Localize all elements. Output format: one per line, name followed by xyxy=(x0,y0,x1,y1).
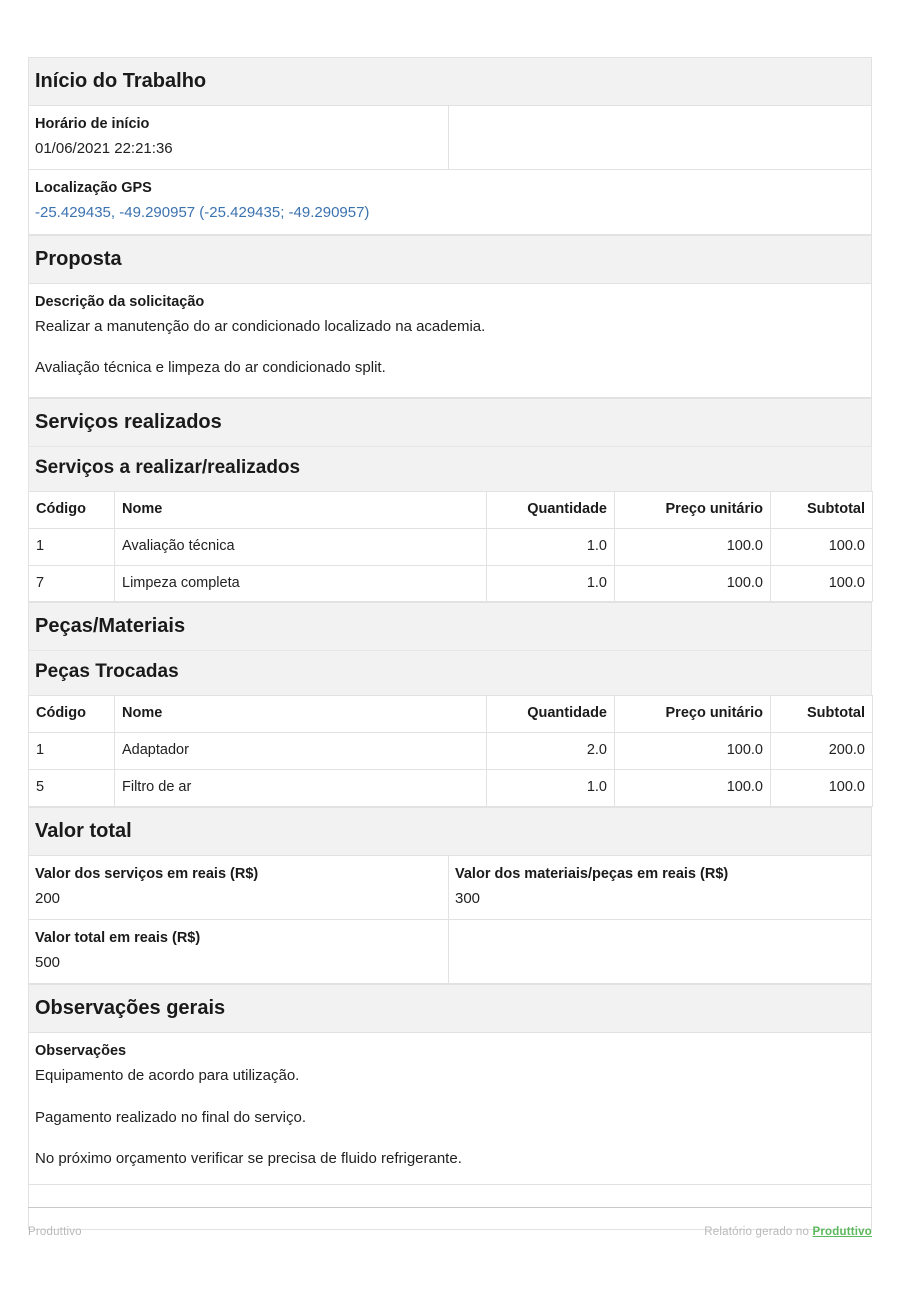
observacoes-paragraph-2: Pagamento realizado no final do serviço. xyxy=(35,1108,306,1126)
field-valor-dos-materiais xyxy=(449,856,871,919)
field-localizacao-gps xyxy=(29,170,871,233)
cell-nome: Avaliação técnica xyxy=(115,528,487,565)
field-label-valor-total: Valor total em reais (R$) xyxy=(35,929,201,946)
field-row-horario-de-inicio xyxy=(28,105,872,169)
cell-quantidade: 1.0 xyxy=(487,769,615,806)
cell-nome: Filtro de ar xyxy=(115,769,487,806)
section-header-pecas-materiais: Peças/Materiais xyxy=(28,602,872,650)
field-value-horario-de-inicio: 01/06/2021 22:21:36 xyxy=(35,140,173,158)
table-header-row xyxy=(29,696,873,733)
table-pecas xyxy=(28,695,873,807)
column-header-preco-unitario: Preço unitário xyxy=(615,696,771,733)
field-empty-cell-valor-total xyxy=(449,920,871,983)
field-value-descricao-da-solicitacao xyxy=(35,315,865,380)
subsection-header-servicos-a-realizar-realizados: Serviços a realizar/realizados xyxy=(28,446,872,491)
table-servicos-body xyxy=(29,528,873,602)
cell-codigo: 1 xyxy=(29,528,115,565)
table-header-row xyxy=(29,491,873,528)
field-label-descricao-da-solicitacao: Descrição da solicitação xyxy=(35,293,205,310)
cell-quantidade: 1.0 xyxy=(487,565,615,602)
section-header-valor-total: Valor total xyxy=(28,807,872,855)
field-value-valor-dos-servicos: 200 xyxy=(35,889,61,907)
cell-subtotal: 100.0 xyxy=(771,769,873,806)
cell-nome: Limpeza completa xyxy=(115,565,487,602)
cell-codigo: 7 xyxy=(29,565,115,602)
column-header-codigo: Código xyxy=(29,696,115,733)
cell-quantidade: 2.0 xyxy=(487,733,615,770)
gps-coordinates-link[interactable]: -25.429435, -49.290957 (-25.429435; -49.290957) xyxy=(35,204,370,222)
footer-generated-by-prefix: Relatório gerado no xyxy=(704,1226,813,1238)
field-row-observacoes xyxy=(28,1032,872,1184)
column-header-quantidade: Quantidade xyxy=(487,696,615,733)
cell-preco-unitario: 100.0 xyxy=(615,528,771,565)
field-value-valor-dos-materiais: 300 xyxy=(455,889,481,907)
observacoes-paragraph-3: No próximo orçamento verificar se precisa de fluido refrigerante. xyxy=(35,1149,462,1167)
field-valor-dos-servicos xyxy=(29,856,449,919)
footer-generated-by xyxy=(704,1226,872,1238)
field-value-valor-total: 500 xyxy=(35,953,61,971)
cell-subtotal: 200.0 xyxy=(771,733,873,770)
cell-preco-unitario: 100.0 xyxy=(615,733,771,770)
column-header-nome: Nome xyxy=(115,696,487,733)
field-label-observacoes: Observações xyxy=(35,1043,127,1060)
footer-produttivo-link[interactable]: Produttivo xyxy=(812,1226,872,1238)
field-label-valor-dos-materiais: Valor dos materiais/peças em reais (R$) xyxy=(455,865,729,882)
field-label-valor-dos-servicos: Valor dos serviços em reais (R$) xyxy=(35,865,259,882)
field-value-observacoes xyxy=(35,1064,865,1170)
observacoes-paragraph-1: Equipamento de acordo para utilização. xyxy=(35,1067,300,1085)
column-header-codigo: Código xyxy=(29,491,115,528)
column-header-subtotal: Subtotal xyxy=(771,491,873,528)
field-row-valor-total xyxy=(28,919,872,984)
section-header-inicio-do-trabalho: Início do Trabalho xyxy=(28,57,872,105)
subsection-header-pecas-trocadas: Peças Trocadas xyxy=(28,650,872,695)
cell-preco-unitario: 100.0 xyxy=(615,565,771,602)
cell-nome: Adaptador xyxy=(115,733,487,770)
page-footer xyxy=(28,1207,872,1238)
column-header-preco-unitario: Preço unitário xyxy=(615,491,771,528)
section-header-servicos-realizados: Serviços realizados xyxy=(28,398,872,446)
table-row xyxy=(29,565,873,602)
field-empty-cell-inicio xyxy=(449,106,871,169)
field-row-localizacao-gps xyxy=(28,169,872,234)
field-label-horario-de-inicio: Horário de início xyxy=(35,116,150,132)
descricao-paragraph-2: Avaliação técnica e limpeza do ar condicionado split. xyxy=(35,358,386,376)
column-header-quantidade: Quantidade xyxy=(487,491,615,528)
table-pecas-body xyxy=(29,733,873,807)
cell-subtotal: 100.0 xyxy=(771,528,873,565)
section-header-observacoes-gerais: Observações gerais xyxy=(28,984,872,1032)
cell-preco-unitario: 100.0 xyxy=(615,769,771,806)
field-horario-de-inicio xyxy=(29,106,449,169)
column-header-nome: Nome xyxy=(115,491,487,528)
table-pecas-head xyxy=(29,696,873,733)
section-header-proposta: Proposta xyxy=(28,235,872,283)
cell-quantidade: 1.0 xyxy=(487,528,615,565)
table-row xyxy=(29,733,873,770)
cell-codigo: 5 xyxy=(29,769,115,806)
report-body xyxy=(28,57,872,1230)
column-header-subtotal: Subtotal xyxy=(771,696,873,733)
cell-subtotal: 100.0 xyxy=(771,565,873,602)
field-label-localizacao-gps: Localização GPS xyxy=(35,180,152,197)
table-servicos-head xyxy=(29,491,873,528)
field-descricao-da-solicitacao xyxy=(29,284,871,398)
cell-codigo: 1 xyxy=(29,733,115,770)
field-valor-total xyxy=(29,920,449,983)
descricao-paragraph-1: Realizar a manutenção do ar condicionado localizado na academia. xyxy=(35,317,486,335)
field-observacoes xyxy=(29,1033,871,1184)
field-row-descricao-da-solicitacao xyxy=(28,283,872,399)
field-row-valores-servicos-materiais xyxy=(28,855,872,919)
table-row xyxy=(29,769,873,806)
table-servicos xyxy=(28,491,873,603)
table-row xyxy=(29,528,873,565)
footer-brand-left: Produttivo xyxy=(28,1226,82,1238)
